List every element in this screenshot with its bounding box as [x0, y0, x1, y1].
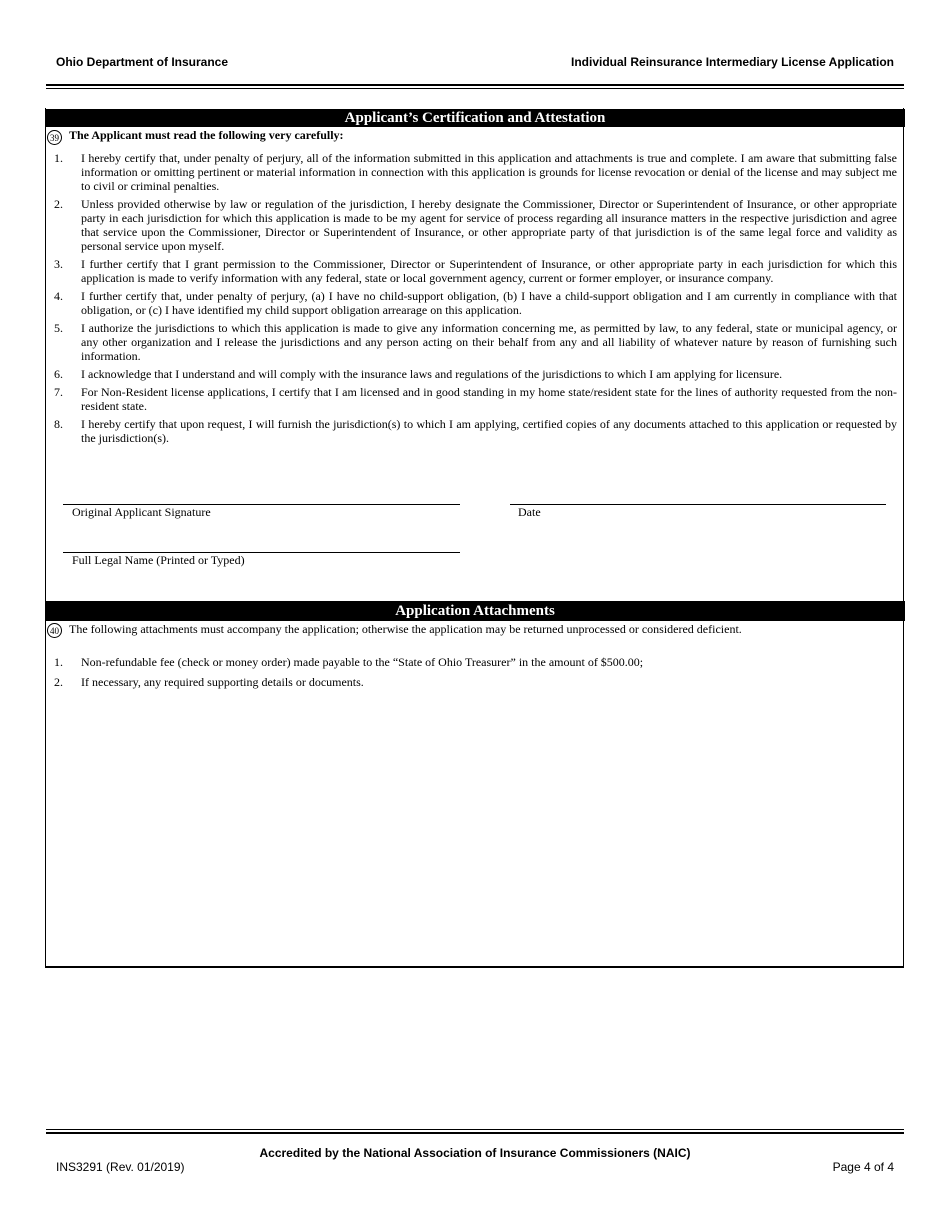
- item-text: I authorize the jurisdictions to which this application is made to give any information concerning me, as permitted by law, to any federal, state or municipal agency, or any other organization and I release the jurisdictions and any person acting on their behalf from any and all liability of whatever nature by reason of furnishing such information.: [81, 321, 897, 363]
- item-number: 4.: [54, 289, 63, 303]
- footer-rule-thin: [46, 1129, 904, 1130]
- date-label: Date: [518, 505, 541, 519]
- certification-item: [54, 417, 897, 445]
- item-text: For Non-Resident license applications, I certify that I am licensed and in good standing in my home state/resident state for the lines of authority requested from the non-resident state.: [81, 385, 897, 413]
- attachment-item: [54, 655, 897, 669]
- item-number: 3.: [54, 257, 63, 271]
- footer-page-number: Page 4 of 4: [832, 1160, 894, 1174]
- item-number: 7.: [54, 385, 63, 399]
- header-rule-thin: [46, 88, 904, 89]
- signature-label: Original Applicant Signature: [72, 505, 211, 519]
- certification-item: [54, 321, 897, 363]
- item-number: 8.: [54, 417, 63, 431]
- footer-form-id: INS3291 (Rev. 01/2019): [56, 1160, 185, 1174]
- item-number: 6.: [54, 367, 63, 381]
- certification-item: [54, 151, 897, 193]
- attachments-item-marker: 40: [47, 623, 62, 638]
- item-text: I hereby certify that, under penalty of perjury, all of the information submitted in this application and attachments is true and complete. I am aware that submitting false information or omitting pertinent or material information in connection with this application is grounds for license revocation or denial of the license and may subject me to civil or criminal penalties.: [81, 151, 897, 193]
- date-line[interactable]: [510, 504, 886, 505]
- item-text: I further certify that, under penalty of perjury, (a) I have no child-support obligation, (b) I have a child-support obligation and I am currently in compliance with that obligation, or (c) I have identified my child support obligation arrearage on this application.: [81, 289, 897, 317]
- footer-accreditation: Accredited by the National Association of Insurance Commissioners (NAIC): [259, 1146, 691, 1160]
- full-name-label: Full Legal Name (Printed or Typed): [72, 553, 245, 567]
- item-text: I acknowledge that I understand and will comply with the insurance laws and regulations of the jurisdictions to which I am applying for licensure.: [81, 367, 783, 381]
- item-text: If necessary, any required supporting details or documents.: [81, 675, 364, 689]
- attachments-intro: The following attachments must accompany the application; otherwise the application may be returned unprocessed or considered deficient.: [69, 622, 742, 636]
- footer-rule: [46, 1132, 904, 1134]
- item-number: 1.: [54, 655, 63, 669]
- attachment-item: [54, 675, 897, 689]
- item-text: Unless provided otherwise by law or regulation of the jurisdiction, I hereby designate the Commissioner, Director or Superintendent of Insurance, or other appropriate party in each jurisdiction for which this application is made to be my agent for service of process regarding all insurance matters in the respective jurisdiction and agree that service upon the Commissioner, Director or Superintendent of Insurance, or other appropriate party of that jurisdiction is of the same legal force and validity as personal service upon myself.: [81, 197, 897, 253]
- item-number: 2.: [54, 197, 63, 211]
- item-number: 2.: [54, 675, 63, 689]
- certification-section-title: Applicant’s Certification and Attestation: [45, 109, 905, 127]
- item-text: I hereby certify that upon request, I will furnish the jurisdiction(s) to which I am applying, certified copies of any documents attached to this application or requested by the jurisdiction(s).: [81, 417, 897, 445]
- certification-intro: The Applicant must read the following very carefully:: [69, 128, 344, 142]
- certification-list: [54, 151, 897, 449]
- attachments-list: [54, 655, 897, 695]
- header-form-title: Individual Reinsurance Intermediary License Application: [571, 55, 894, 69]
- item-text: I further certify that I grant permission to the Commissioner, Director or Superintendent of Insurance, or other appropriate party in each jurisdiction for which this application is made to verify information with any federal, state or local government agency, current or former employer, or insurance company.: [81, 257, 897, 285]
- attachments-section-title: Application Attachments: [45, 601, 905, 621]
- certification-item: [54, 289, 897, 317]
- item-number: 5.: [54, 321, 63, 335]
- certification-item-marker: 39: [47, 130, 62, 145]
- certification-item: [54, 367, 897, 381]
- certification-item: [54, 197, 897, 253]
- header-rule: [46, 84, 904, 86]
- header-agency: Ohio Department of Insurance: [56, 55, 229, 69]
- item-number: 1.: [54, 151, 63, 165]
- certification-item: [54, 385, 897, 413]
- certification-item: [54, 257, 897, 285]
- item-text: Non-refundable fee (check or money order) made payable to the “State of Ohio Treasurer” in the amount of $500.00;: [81, 655, 644, 669]
